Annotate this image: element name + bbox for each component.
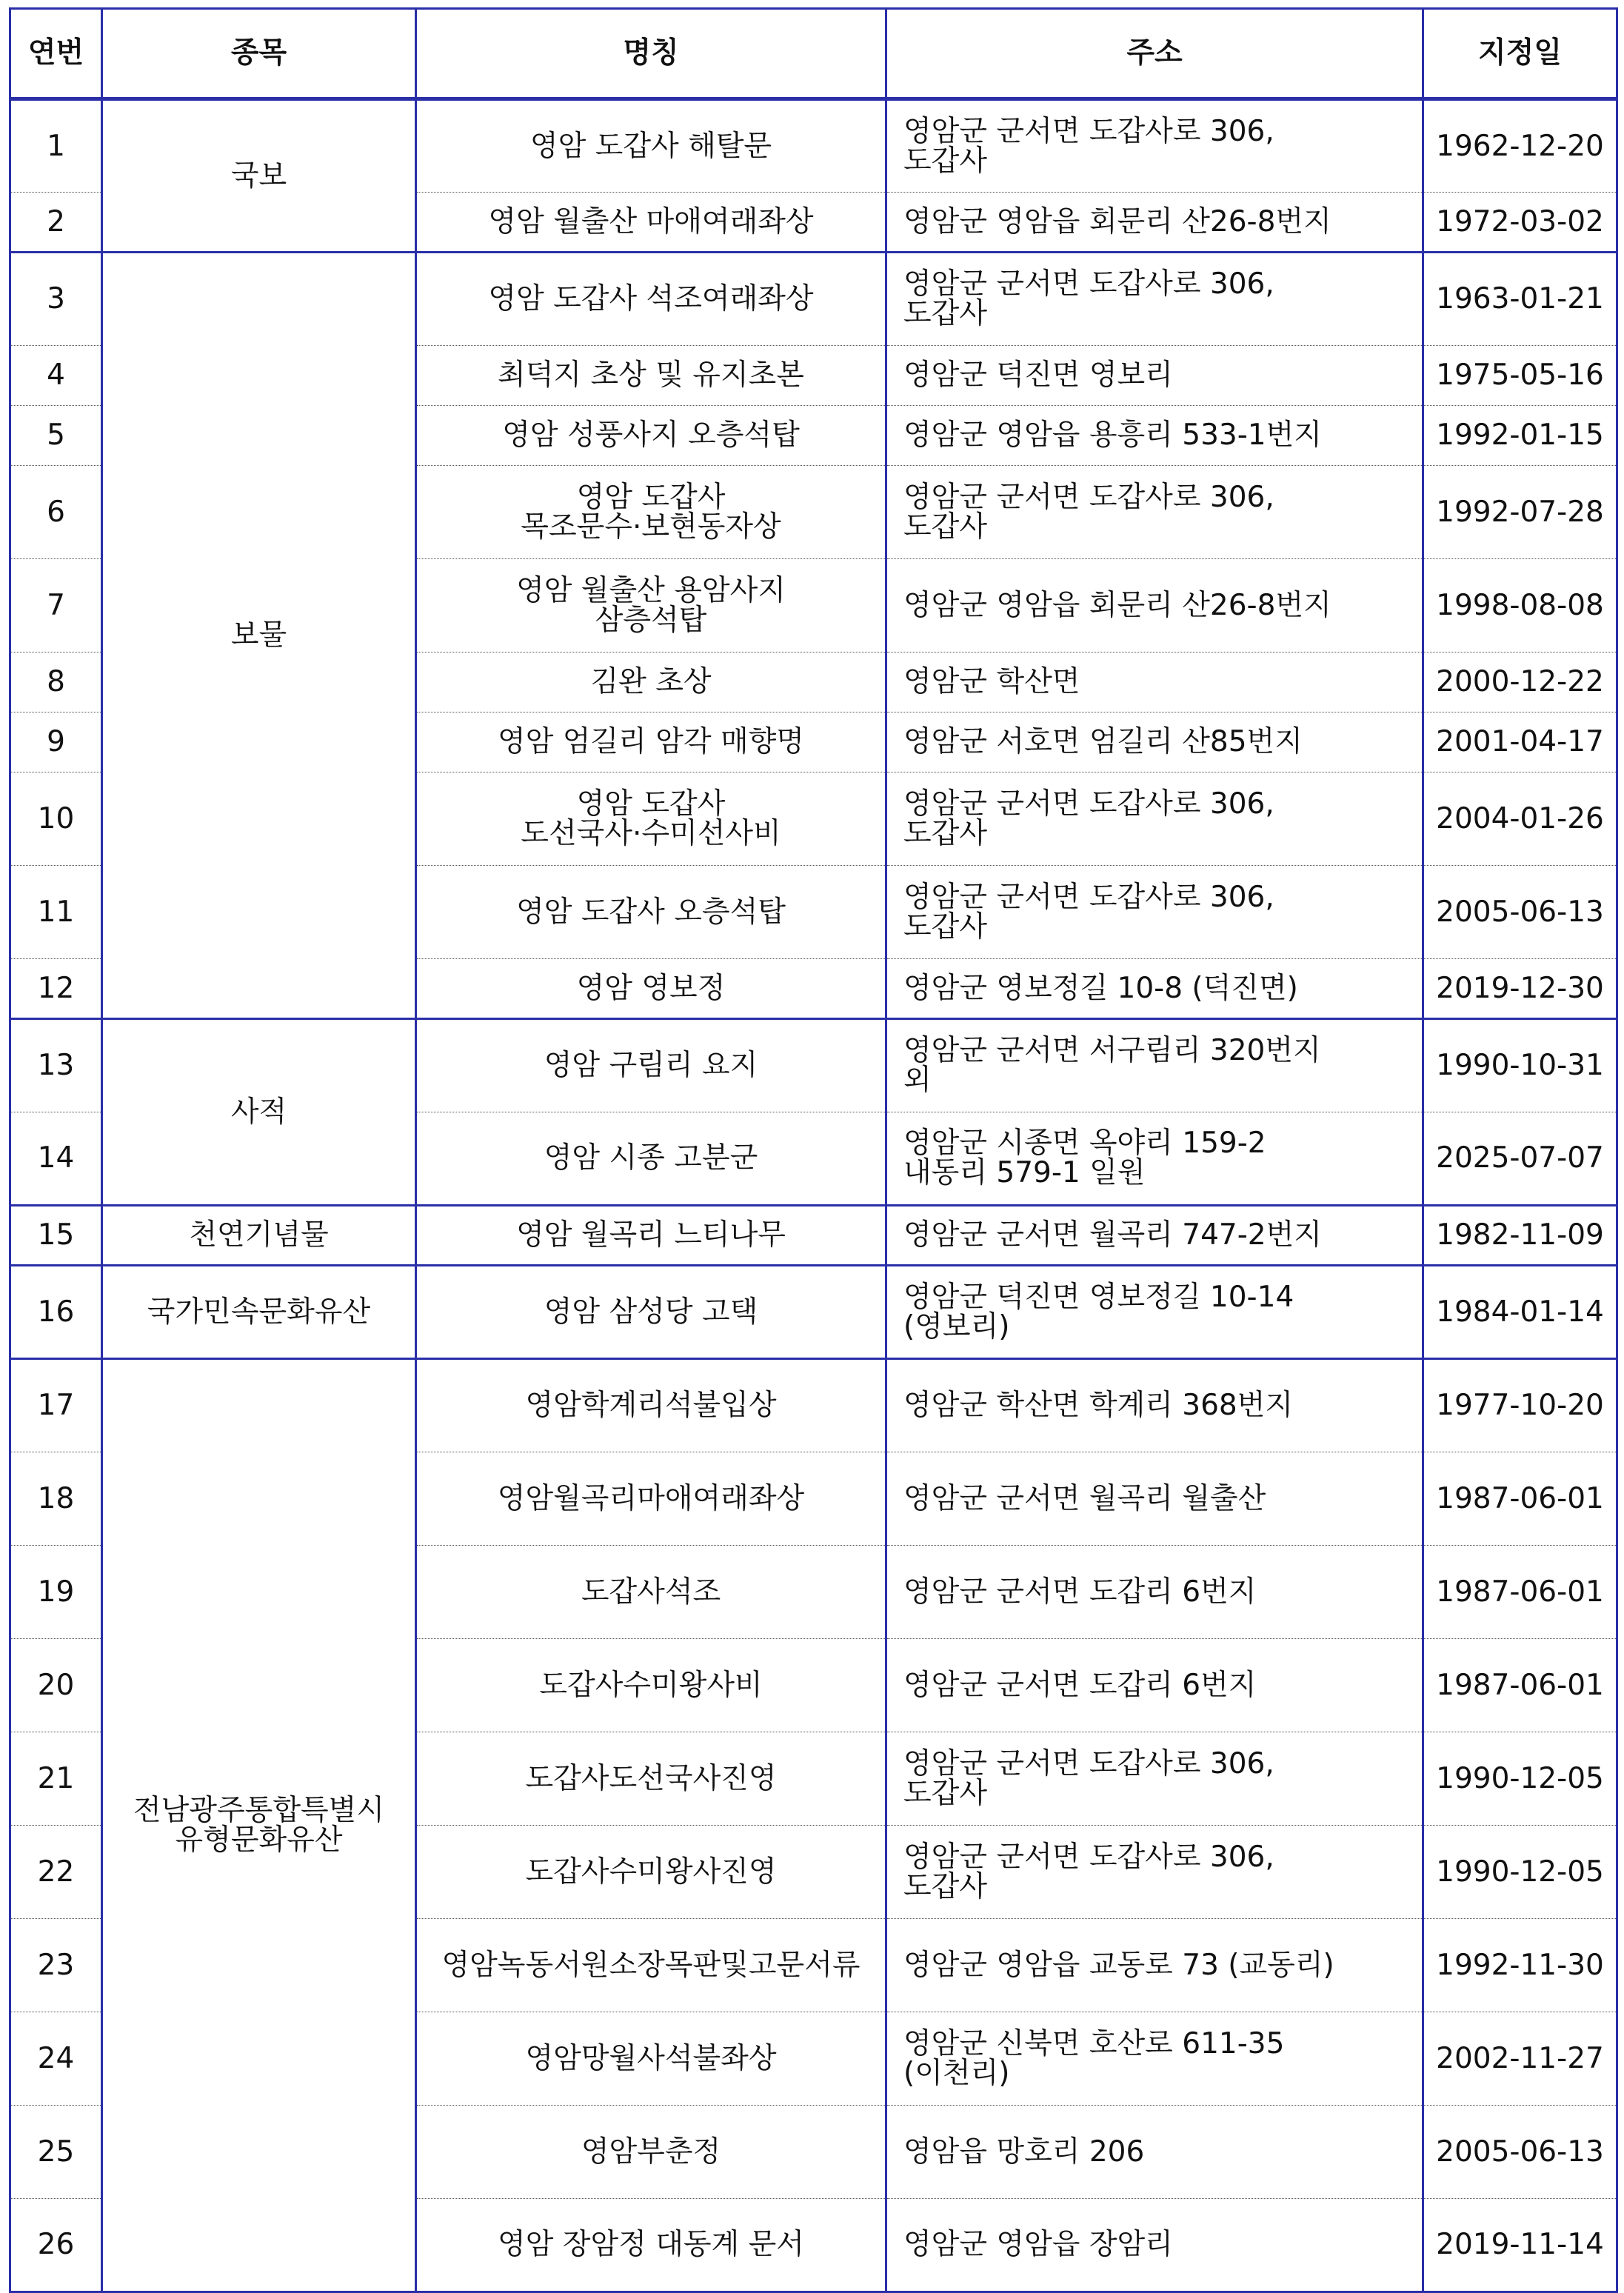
cell-address: 영암군 군서면 도갑사로 306, 도갑사 [886, 466, 1423, 559]
table-row [10, 1266, 1617, 1359]
cell-address: 영암군 군서면 도갑사로 306, 도갑사 [886, 772, 1423, 866]
cell-date: 2004-01-26 [1423, 772, 1617, 866]
cell-name: 도갑사도선국사진영 [416, 1732, 886, 1826]
header-row [10, 9, 1617, 99]
cell-name: 영암 월출산 용암사지 삼층석탑 [416, 559, 886, 652]
cell-date: 2019-11-14 [1423, 2199, 1617, 2292]
cell-type: 국보 [102, 99, 416, 253]
cell-name: 도갑사석조 [416, 1546, 886, 1639]
cell-date: 1998-08-08 [1423, 559, 1617, 652]
cell-date: 1990-12-05 [1423, 1732, 1617, 1826]
cell-no: 26 [10, 2199, 102, 2292]
table-row [10, 1019, 1617, 1112]
cell-name: 영암 도갑사 석조여래좌상 [416, 253, 886, 346]
table-row [10, 99, 1617, 193]
cell-no: 5 [10, 406, 102, 466]
cell-type: 천연기념물 [102, 1206, 416, 1266]
cell-name: 영암 구림리 요지 [416, 1019, 886, 1112]
cell-name: 영암 도갑사 도선국사·수미선사비 [416, 772, 886, 866]
cell-no: 7 [10, 559, 102, 652]
cell-date: 2002-11-27 [1423, 2012, 1617, 2106]
cell-no: 14 [10, 1112, 102, 1206]
cell-type: 전남광주통합특별시 유형문화유산 [102, 1359, 416, 2292]
cell-date: 2019-12-30 [1423, 959, 1617, 1019]
cell-address: 영암군 영암읍 회문리 산26-8번지 [886, 559, 1423, 652]
cell-date: 1982-11-09 [1423, 1206, 1617, 1266]
cell-no: 9 [10, 712, 102, 772]
cell-name: 영암 도갑사 해탈문 [416, 99, 886, 193]
cell-address: 영암군 군서면 도갑사로 306, 도갑사 [886, 1732, 1423, 1826]
cell-date: 1990-12-05 [1423, 1826, 1617, 1919]
cell-address: 영암군 학산면 [886, 652, 1423, 712]
cell-date: 1977-10-20 [1423, 1359, 1617, 1452]
cell-date: 1987-06-01 [1423, 1546, 1617, 1639]
cell-address: 영암군 영암읍 용흥리 533-1번지 [886, 406, 1423, 466]
cell-no: 21 [10, 1732, 102, 1826]
cell-name: 영암학계리석불입상 [416, 1359, 886, 1452]
cell-no: 19 [10, 1546, 102, 1639]
table-row [10, 253, 1617, 346]
cell-name: 도갑사수미왕사진영 [416, 1826, 886, 1919]
cell-address: 영암군 영암읍 장암리 [886, 2199, 1423, 2292]
cell-no: 20 [10, 1639, 102, 1732]
cell-no: 13 [10, 1019, 102, 1112]
cell-name: 영암 월출산 마애여래좌상 [416, 193, 886, 253]
cell-no: 3 [10, 253, 102, 346]
cell-no: 6 [10, 466, 102, 559]
cell-name: 영암 엄길리 암각 매향명 [416, 712, 886, 772]
header-name: 명칭 [416, 9, 886, 99]
cell-address: 영암군 영암읍 회문리 산26-8번지 [886, 193, 1423, 253]
cell-date: 1990-10-31 [1423, 1019, 1617, 1112]
cell-type: 보물 [102, 253, 416, 1019]
cell-no: 23 [10, 1919, 102, 2012]
cell-no: 4 [10, 346, 102, 406]
header-no: 연번 [10, 9, 102, 99]
cell-no: 24 [10, 2012, 102, 2106]
table-body [10, 99, 1617, 2292]
cell-address: 영암군 군서면 도갑리 6번지 [886, 1639, 1423, 1732]
cell-name: 최덕지 초상 및 유지초본 [416, 346, 886, 406]
cell-date: 1963-01-21 [1423, 253, 1617, 346]
cell-address: 영암읍 망호리 206 [886, 2106, 1423, 2199]
cell-address: 영암군 군서면 도갑사로 306, 도갑사 [886, 866, 1423, 959]
cell-address: 영암군 군서면 도갑사로 306, 도갑사 [886, 1826, 1423, 1919]
header-type: 종목 [102, 9, 416, 99]
cell-no: 18 [10, 1452, 102, 1546]
cell-address: 영암군 군서면 도갑사로 306, 도갑사 [886, 99, 1423, 193]
cell-address: 영암군 군서면 서구림리 320번지 외 [886, 1019, 1423, 1112]
table-header [10, 9, 1617, 99]
cell-name: 김완 초상 [416, 652, 886, 712]
cell-name: 영암 성풍사지 오층석탑 [416, 406, 886, 466]
cell-address: 영암군 군서면 도갑리 6번지 [886, 1546, 1423, 1639]
cell-name: 영암녹동서원소장목판및고문서류 [416, 1919, 886, 2012]
cell-no: 17 [10, 1359, 102, 1452]
cell-type: 사적 [102, 1019, 416, 1206]
cell-date: 1984-01-14 [1423, 1266, 1617, 1359]
cell-no: 11 [10, 866, 102, 959]
cell-date: 2005-06-13 [1423, 866, 1617, 959]
cell-date: 1972-03-02 [1423, 193, 1617, 253]
cell-address: 영암군 신북면 호산로 611-35 (이천리) [886, 2012, 1423, 2106]
table-row [10, 1359, 1617, 1452]
cell-date: 2000-12-22 [1423, 652, 1617, 712]
cell-no: 12 [10, 959, 102, 1019]
cell-name: 영암 삼성당 고택 [416, 1266, 886, 1359]
cell-name: 영암 시종 고분군 [416, 1112, 886, 1206]
header-date: 지정일 [1423, 9, 1617, 99]
cell-address: 영암군 시종면 옥야리 159-2 내동리 579-1 일원 [886, 1112, 1423, 1206]
cell-name: 영암 도갑사 목조문수·보현동자상 [416, 466, 886, 559]
cell-no: 8 [10, 652, 102, 712]
cell-date: 1992-11-30 [1423, 1919, 1617, 2012]
cell-date: 1987-06-01 [1423, 1452, 1617, 1546]
cell-address: 영암군 군서면 월곡리 747-2번지 [886, 1206, 1423, 1266]
cell-name: 영암 영보정 [416, 959, 886, 1019]
cell-date: 1987-06-01 [1423, 1639, 1617, 1732]
cell-address: 영암군 덕진면 영보리 [886, 346, 1423, 406]
cell-date: 1975-05-16 [1423, 346, 1617, 406]
cell-address: 영암군 영보정길 10-8 (덕진면) [886, 959, 1423, 1019]
cell-address: 영암군 영암읍 교동로 73 (교동리) [886, 1919, 1423, 2012]
cell-name: 영암월곡리마애여래좌상 [416, 1452, 886, 1546]
cell-date: 2025-07-07 [1423, 1112, 1617, 1206]
cell-name: 영암망월사석불좌상 [416, 2012, 886, 2106]
cell-no: 10 [10, 772, 102, 866]
cell-date: 2001-04-17 [1423, 712, 1617, 772]
header-address: 주소 [886, 9, 1423, 99]
cell-name: 도갑사수미왕사비 [416, 1639, 886, 1732]
cell-address: 영암군 서호면 엄길리 산85번지 [886, 712, 1423, 772]
cell-address: 영암군 학산면 학계리 368번지 [886, 1359, 1423, 1452]
cell-type: 국가민속문화유산 [102, 1266, 416, 1359]
cell-address: 영암군 군서면 도갑사로 306, 도갑사 [886, 253, 1423, 346]
cell-date: 1992-07-28 [1423, 466, 1617, 559]
cell-address: 영암군 덕진면 영보정길 10-14 (영보리) [886, 1266, 1423, 1359]
cell-name: 영암부춘정 [416, 2106, 886, 2199]
cell-no: 2 [10, 193, 102, 253]
cell-date: 1992-01-15 [1423, 406, 1617, 466]
table-row [10, 1206, 1617, 1266]
cell-date: 2005-06-13 [1423, 2106, 1617, 2199]
heritage-table [9, 7, 1618, 2293]
cell-address: 영암군 군서면 월곡리 월출산 [886, 1452, 1423, 1546]
cell-date: 1962-12-20 [1423, 99, 1617, 193]
cell-no: 1 [10, 99, 102, 193]
cell-no: 22 [10, 1826, 102, 1919]
cell-name: 영암 월곡리 느티나무 [416, 1206, 886, 1266]
heritage-table-container [9, 7, 1616, 2293]
cell-no: 25 [10, 2106, 102, 2199]
cell-name: 영암 도갑사 오층석탑 [416, 866, 886, 959]
cell-no: 16 [10, 1266, 102, 1359]
cell-name: 영암 장암정 대동계 문서 [416, 2199, 886, 2292]
cell-no: 15 [10, 1206, 102, 1266]
